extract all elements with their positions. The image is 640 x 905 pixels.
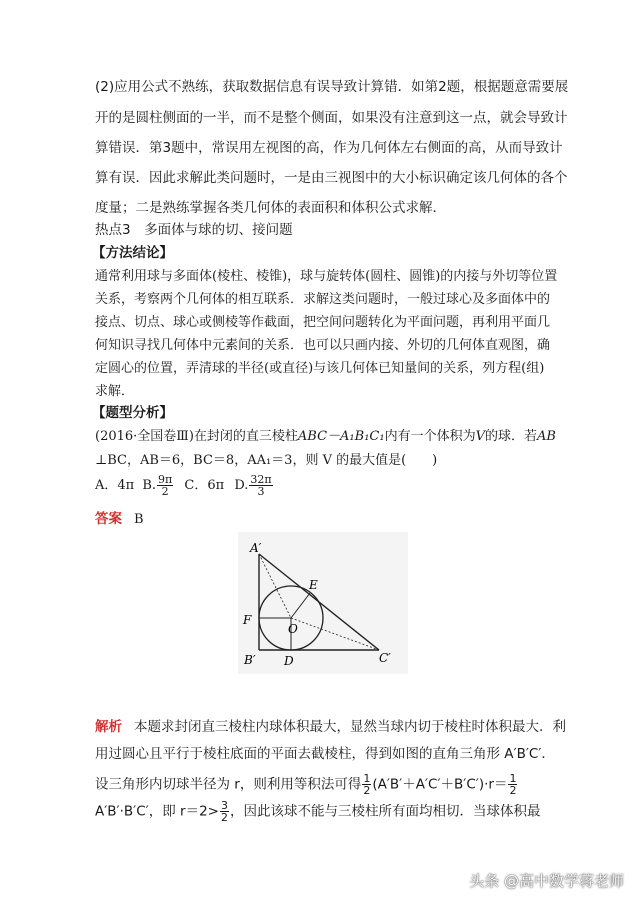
text-line: 开的是圆柱侧面的一半，而不是整个侧面，如果没有注意到这一点，就会导致计 — [95, 110, 568, 126]
answer-label: 答案 — [95, 511, 122, 527]
label-d: D — [284, 654, 294, 668]
solution-label: 解析 — [95, 719, 122, 735]
solution-line-2: 用过圆心且平行于棱柱底面的平面去截棱柱，得到如图的直角三角形 A′B′C′． — [95, 746, 555, 762]
text-line: 何知识寻找几何体中元素间的关系．也可以只画内接、外切的几何体直观图，确 — [95, 338, 551, 353]
text-line: (2)应用公式不熟练，获取数据信息有误导致计算错．如第2题，根据题意需要展 — [95, 79, 569, 95]
answer-value: B — [134, 512, 144, 527]
label-f: F — [243, 613, 252, 627]
text-line: 关系，考察两个几何体的相互联系．求解这类问题时，一般过球心及多面体中的 — [95, 292, 551, 307]
fraction: $\frac{32\pi}{3}$ — [250, 473, 272, 498]
fraction: $\frac{1}{2}$ — [509, 772, 517, 797]
fraction: $\frac{9\pi}{2}$ — [158, 473, 173, 498]
analysis-heading: 【题型分析】 — [92, 405, 173, 421]
text-line: 算错误．第3题中，常误用左视图的高，作为几何体左右侧面的高，从而导致计 — [95, 140, 563, 156]
solution-line-1: 解析 本题求封闭直三棱柱内球体积最大，显然当球内切于棱柱时体积最大．利 — [95, 719, 566, 735]
question-line-2: ⊥BC，AB＝6，BC＝8，AA₁＝3，则 V 的最大值是( ) — [95, 453, 438, 468]
method-heading: 【方法结论】 — [92, 245, 173, 261]
label-e: E — [309, 578, 318, 592]
fraction: $\frac{3}{2}$ — [220, 799, 228, 824]
label-b: B′ — [244, 653, 256, 667]
label-a: A′ — [250, 541, 262, 555]
answer-line — [95, 510, 144, 529]
solution-line-4: A′B′·B′C′，即 r＝2> $\frac{3}{2}$ ，因此该球不能与三棱柱所有面均相切．当球体积最 — [95, 799, 541, 824]
text-line: 定圆心的位置，弄清球的半径(或直径)与该几何体已知量间的关系，列方程(组) — [95, 361, 545, 376]
label-o: O — [288, 622, 298, 636]
text-line: 接点、切点、球心或侧棱等作截面，把空间问题转化为平面问题，再利用平面几 — [95, 315, 551, 330]
fraction: $\frac{1}{2}$ — [363, 772, 371, 797]
text-line: 度量；二是熟练掌握各类几何体的表面积和体积公式求解． — [95, 200, 446, 216]
text-line: 算有误．因此求解此类问题时，一是由三视图中的大小标识确定该几何体的各个 — [95, 170, 568, 186]
question-options: A．4π B. $\frac{9\pi}{2}$ C．6π D. $\frac{32\pi}{3}$ — [95, 473, 272, 498]
triangle-incircle-figure — [238, 532, 408, 674]
solution-line-3: 设三角形内切球半径为 r，则利用等积法可得 $\frac{1}{2}$ (A′B′＋A′C′＋B′C′)·r＝ $\frac{1}{2}$ — [95, 772, 517, 797]
text-line: 求解． — [95, 384, 135, 399]
text-line: 通常利用球与多面体(棱柱、棱锥)，球与旋转体(圆柱、圆锥)的内接与外切等位置 — [95, 269, 558, 284]
label-c: C′ — [379, 651, 391, 665]
section-title-hotspot: 热点3 多面体与球的切、接问题 — [95, 222, 293, 238]
question-line-1: (2016·全国卷Ⅲ)在封闭的直三棱柱ABC－A₁B₁C₁内有一个体积为V的球．若AB — [95, 429, 556, 444]
watermark: 头条 @高中数学蒋老师 — [469, 872, 624, 890]
